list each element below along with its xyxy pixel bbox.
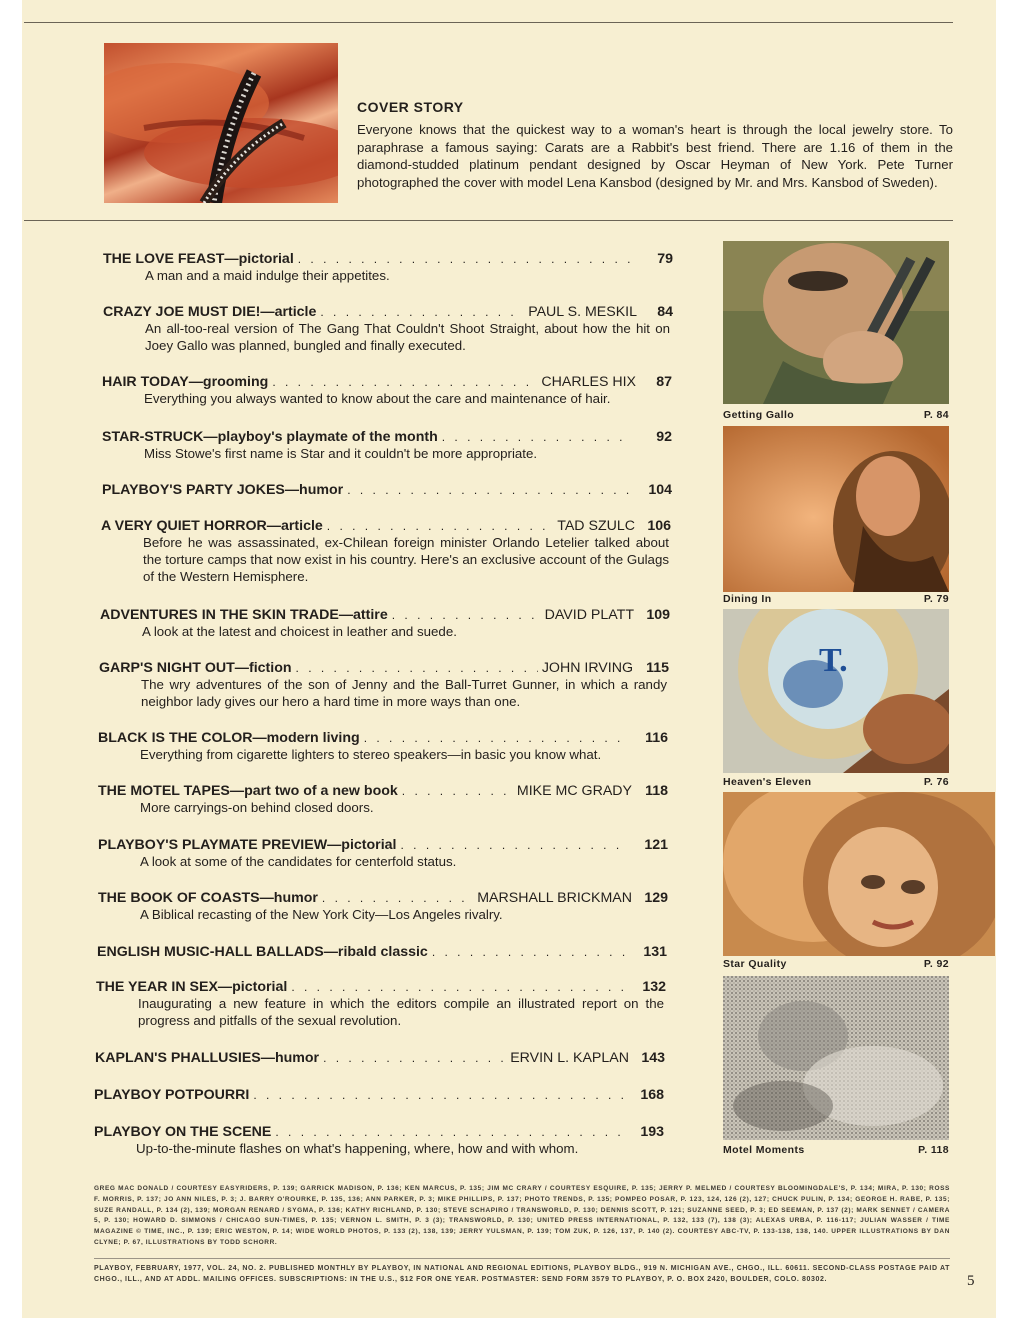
toc-title: THE MOTEL TAPES—part two of a new book bbox=[98, 783, 398, 799]
toc-description: A look at the latest and choicest in leather and suede. bbox=[142, 624, 457, 639]
photo-star-quality[interactable] bbox=[723, 792, 995, 956]
footer-rule bbox=[94, 1258, 950, 1259]
toc-entry[interactable] bbox=[103, 304, 673, 354]
toc-description: More carryings-on behind closed doors. bbox=[140, 800, 374, 815]
toc-page: 129 bbox=[644, 890, 668, 906]
toc-description: A look at some of the candidates for centerfold status. bbox=[140, 854, 457, 869]
toc-title: A VERY QUIET HORROR—article bbox=[101, 518, 323, 534]
section-rule bbox=[24, 220, 953, 221]
toc-entry[interactable] bbox=[101, 518, 671, 585]
publication-info: PLAYBOY, FEBRUARY, 1977, VOL. 24, NO. 2. PUBLISHED MONTHLY BY PLAYBOY, IN NATIONAL AND REGIONAL EDITIONS, PLAYBOY BLDG., 919 N. MICHIGAN AVE., CHGO., ILL. 60611. SECOND-CLASS POSTAGE PAID AT CHGO., ILL., AND AT ADDL. MAILING OFFICES. SUBSCRIPTIONS: IN THE U.S., $12 FOR ONE YEAR. POSTMASTER: SEND FORM 3579 TO PLAYBOY, P. O. BOX 2420, BOULDER, COLO. 80302. bbox=[94, 1265, 950, 1283]
photo-credits: GREG MAC DONALD / COURTESY EASYRIDERS, P. 139; GARRICK MADISON, P. 136; KEN MARCUS, P. 135; JIM MC CRARY / COURTESY ESQUIRE, P. 135; JERRY P. MELMED / COURTESY BLOOMINGDALE'S, P. 134; MIRA, P. 130; ROSS F. MORRIS, P. 137; JO ANN NILES, P. 3; J. BARRY O'ROURKE, P. 135, 136; ANN PARKER, P. 3; MIKE PHILLIPS, P. 137; PHOTO TRENDS, P. 135; POMPEO POSAR, P. 123, 124, 126 (2), 127; CHUCK PULIN, P. 134; GEORGE H. RABE, P. 135; SUZE RANDALL, P. 134 (2), 139; MORGAN RENARD / SYGMA, P. 136; KATHY RICHLAND, P. 130; STEVE SCHAPIRO / TRANSWORLD, P. 130; DENNIS SCOTT, P. 121; SUZANNE SEED, P. 3; ED SEEMAN, P. 137 (2); MARK SENNET / CAMERA 5, P. 130; HOWARD D. SIMMONS / CHICAGO SUN-TIMES, P. 135; VERNON L. SMITH, P. 3 (3); TRANSWORLD, P. 130; UNITED PRESS INTERNATIONAL, P. 132, 133 (7), 138 (3); ALEXAS URBA, P. 116-117; JULIAN WASSER / TIME MAGAZINE © TIME, INC., P. 139; ERIC WESTON, P. 14; WIDE WORLD PHOTOS, P. 133 (2), 138, 139; JERRY YULSMAN, P. 139; TOM ZUK, P. 126, 137, P. 140 (2). COURTESY ABC-TV, P. 133-138, 138, 140. UPPER ILLUSTRATIONS BY DAN CLYNE; P. 67, ILLUSTRATIONS BY TODD SCHORR. bbox=[94, 1185, 950, 1246]
toc-page: 121 bbox=[644, 837, 668, 853]
photo-caption bbox=[723, 1144, 949, 1156]
cover-story-text: Everyone knows that the quickest way to a woman's heart is through the local jewelry store. To paraphrase a famous saying: Carats are a Rabbit's best friend. There are 1.16 of them in the diamond-studded platinum pendant designed by Oscar Heyman of New York. Pete Turner photographed the cover with model Lena Kansbod (designed by Mr. and Mrs. Kansbod of Sweden). bbox=[357, 122, 953, 190]
toc-page: 168 bbox=[640, 1087, 664, 1103]
page-number: 5 bbox=[967, 1273, 975, 1289]
toc-title: BLACK IS THE COLOR—modern living bbox=[98, 730, 360, 746]
cover-photo bbox=[104, 43, 338, 203]
toc-page: 109 bbox=[646, 607, 670, 623]
toc-page: 106 bbox=[647, 518, 671, 534]
toc-description: Inaugurating a new feature in which the editors compile an illustrated report on the progress and pitfalls of the sexual revolution. bbox=[138, 996, 664, 1028]
photo-caption bbox=[723, 958, 949, 970]
toc-entry[interactable] bbox=[97, 944, 667, 960]
toc-title: PLAYBOY'S PLAYMATE PREVIEW—pictorial bbox=[98, 837, 397, 853]
photo-caption-page: P. 92 bbox=[923, 958, 949, 970]
toc-entry[interactable] bbox=[95, 1050, 665, 1066]
toc-title: KAPLAN'S PHALLUSIES—humor bbox=[95, 1050, 320, 1066]
toc-description: A man and a maid indulge their appetites. bbox=[145, 268, 390, 283]
toc-author: JOHN IRVING bbox=[541, 660, 633, 676]
photo-caption bbox=[723, 776, 949, 788]
toc-page: 115 bbox=[646, 660, 669, 676]
toc-author: DAVID PLATT bbox=[544, 607, 634, 623]
toc-title: STAR-STRUCK—playboy's playmate of the month bbox=[102, 429, 438, 445]
toc-title: PLAYBOY'S PARTY JOKES—humor bbox=[102, 482, 344, 498]
toc-entry[interactable] bbox=[99, 660, 669, 710]
toc-author: ERVIN L. KAPLAN bbox=[510, 1050, 629, 1066]
photo-caption-title: Dining In bbox=[723, 593, 772, 605]
toc-entry[interactable] bbox=[100, 607, 670, 640]
toc-page: 131 bbox=[643, 944, 667, 960]
toc-page: 118 bbox=[645, 783, 668, 799]
toc-entry[interactable] bbox=[102, 429, 672, 462]
toc-description: An all-too-real version of The Gang That Couldn't Shoot Straight, about how the hit on Joey Gallo was planned, bungled and finally executed. bbox=[145, 321, 670, 353]
photo-caption-page: P. 76 bbox=[923, 776, 949, 788]
toc-description: Up-to-the-minute flashes on what's happening, where, how and with whom. bbox=[136, 1141, 579, 1156]
toc-title: ENGLISH MUSIC-HALL BALLADS—ribald classic bbox=[97, 944, 428, 960]
toc-entry[interactable] bbox=[102, 374, 672, 407]
svg-text:T.: T. bbox=[819, 642, 848, 679]
toc-page: 92 bbox=[656, 429, 672, 445]
toc-title: HAIR TODAY—grooming bbox=[102, 374, 269, 390]
toc-entry[interactable] bbox=[103, 251, 673, 284]
photo-heavens-eleven[interactable] bbox=[723, 609, 949, 773]
toc-author: CHARLES HIX bbox=[541, 374, 636, 390]
photo-caption-page: P. 118 bbox=[918, 1144, 949, 1156]
toc-entry[interactable] bbox=[94, 1124, 664, 1157]
toc-entry[interactable] bbox=[94, 1087, 664, 1103]
toc-description: Everything you always wanted to know about the care and maintenance of hair. bbox=[144, 391, 611, 406]
toc-description: Before he was assassinated, ex-Chilean foreign minister Orlando Letelier talked about the torture camps that now exist in his country. Here's an exclusive account of the Gulags of the Western Hemisphere. bbox=[143, 535, 669, 584]
toc-page: 87 bbox=[656, 374, 672, 390]
photo-caption-title: Getting Gallo bbox=[723, 409, 795, 421]
toc-page: 104 bbox=[648, 482, 672, 498]
toc-page: 79 bbox=[657, 251, 673, 267]
cover-story-heading: COVER STORY bbox=[357, 99, 464, 115]
toc-title: PLAYBOY ON THE SCENE bbox=[94, 1124, 272, 1140]
toc-page: 84 bbox=[657, 304, 673, 320]
toc-entry[interactable] bbox=[98, 730, 668, 763]
toc-description: A Biblical recasting of the New York City—Los Angeles rivalry. bbox=[140, 907, 503, 922]
toc-title: THE LOVE FEAST—pictorial bbox=[103, 251, 294, 267]
toc-page: 132 bbox=[642, 979, 666, 995]
top-rule bbox=[24, 22, 953, 23]
photo-getting-gallo[interactable] bbox=[723, 241, 949, 404]
toc-title: CRAZY JOE MUST DIE!—article bbox=[103, 304, 317, 320]
photo-motel-moments[interactable] bbox=[723, 976, 949, 1140]
toc-author: PAUL S. MESKIL bbox=[528, 304, 637, 320]
photo-caption bbox=[723, 593, 949, 605]
toc-author: MARSHALL BRICKMAN bbox=[477, 890, 632, 906]
toc-description: Everything from cigarette lighters to stereo speakers—in basic you know what. bbox=[140, 747, 602, 762]
photo-caption-page: P. 79 bbox=[923, 593, 949, 605]
toc-title: THE BOOK OF COASTS—humor bbox=[98, 890, 318, 906]
toc-entry[interactable] bbox=[98, 837, 668, 870]
toc-page: 143 bbox=[641, 1050, 665, 1066]
photo-caption-title: Star Quality bbox=[723, 958, 787, 970]
toc-description: Miss Stowe's first name is Star and it couldn't be more appropriate. bbox=[144, 446, 538, 461]
toc-page: 116 bbox=[645, 730, 668, 746]
toc-entry[interactable] bbox=[98, 890, 668, 923]
photo-caption-title: Heaven's Eleven bbox=[723, 776, 812, 788]
photo-caption-title: Motel Moments bbox=[723, 1144, 805, 1156]
toc-title: GARP'S NIGHT OUT—fiction bbox=[99, 660, 292, 676]
toc-title: PLAYBOY POTPOURRI bbox=[94, 1087, 250, 1103]
photo-dining-in[interactable] bbox=[723, 426, 949, 592]
toc-page: 193 bbox=[640, 1124, 664, 1140]
toc-title: ADVENTURES IN THE SKIN TRADE—attire bbox=[100, 607, 388, 623]
toc-title: THE YEAR IN SEX—pictorial bbox=[96, 979, 288, 995]
photo-caption bbox=[723, 409, 949, 421]
toc-description: The wry adventures of the son of Jenny and the Ball-Turret Gunner, in which a randy neighbor lady gives our hero a hard time in more ways than one. bbox=[141, 677, 667, 709]
photo-caption-page: P. 84 bbox=[923, 409, 949, 421]
toc-author: MIKE MC GRADY bbox=[516, 783, 632, 799]
toc-author: TAD SZULC bbox=[557, 518, 635, 534]
toc-entry[interactable] bbox=[98, 783, 668, 816]
toc-entry[interactable] bbox=[102, 482, 672, 498]
toc-entry[interactable] bbox=[96, 979, 666, 1029]
